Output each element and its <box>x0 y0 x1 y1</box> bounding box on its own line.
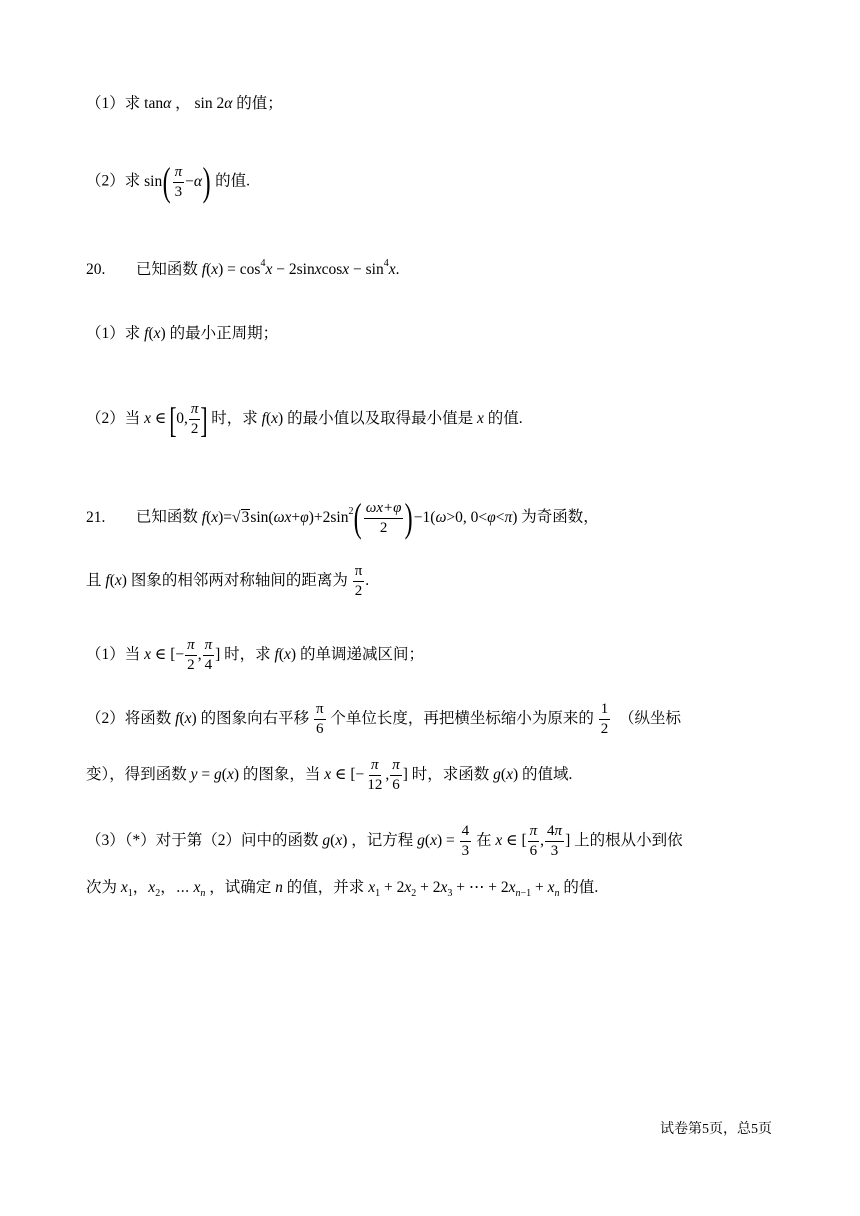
q20-stem: 20. 已知函数 $f(x) = \cos^4x$ − 2sinxcosx − $\sin^4x$. <box>86 258 400 278</box>
q21-part2: （2）将函数 f(x) 的图象向右平移 $\frac{\pi}{6}$ 个单位长度，再把横坐标缩小为原来的 $\frac{1}{2}$ （纵坐标 <box>86 701 682 737</box>
page-footer: 试卷第5页，总5页 <box>660 1122 772 1137</box>
math-gx: g(x) <box>493 766 519 784</box>
math-sin-2alpha: sin 2α <box>194 95 233 112</box>
q20-part1: （1）求 f(x) 的最小正周期； <box>86 325 279 342</box>
math-x: x <box>476 410 484 428</box>
math-tan-alpha: tanα <box>144 95 172 112</box>
q20-part2: （2）当 x ∈ [0, $\frac{\pi}{2}$ ] 时，求 f(x) 的最小值以及取得最小值是 x 的值. <box>86 399 523 440</box>
math-pi-over-2: $\frac{\pi}{2}$ . <box>354 563 370 599</box>
q21-part2-line2: 变），得到函数 y = g(x) 的图象，当 x ∈ [− $\frac{\pi}{12}$ , $\frac{\pi}{6}$ ] 时，求函数 g(x) 的值域. <box>86 757 573 793</box>
math-gx: y = g(x) <box>190 766 240 784</box>
math-sin-expr: sin( $\frac{\pi}{3}$ −α) <box>144 159 211 204</box>
math-sum: $x_1 + 2x_2 + 2x_3$ + ⋯ + $2x_{n-1} + x_n$ <box>368 879 560 899</box>
math-fx: f(x) <box>105 572 127 590</box>
math-fx: f(x) <box>144 325 166 342</box>
math-fx: f(x) <box>261 410 284 428</box>
math-equation: g(x) = $\frac{4}{3}$ <box>417 823 470 859</box>
q21-part3-line2: 次为 $x_1$，$x_2$，⋯ $x_n$ ，试确定 n 的值，并求 $x_1 + 2x_2 + 2x_3$ + ⋯ + $2x_{n-1} + x_n$ 的值. <box>86 879 599 899</box>
math-interval: x ∈ [− $\frac{\pi}{2}$ , $\frac{\pi}{4}$ ] <box>144 637 221 673</box>
q19-part2: （2）求 sin( $\frac{\pi}{3}$ −α) 的值. <box>86 159 251 204</box>
math-q20-function: $f(x) = \cos^4x$ − 2sinxcosx − $\sin^4x$. <box>201 258 400 278</box>
math-q21-function: $f(x)=√3\sin(\omega x+\varphi)+2\sin^2$( $\frac{\omega x+\varphi}{2}$ )−1(ω>0, 0<φ<π) <box>201 495 518 540</box>
q21-part3: （3）（*）对于第（2）问中的函数 g(x) ，记方程 g(x) = $\frac{4}{3}$ 在 x ∈ [ $\frac{\pi}{6}$ , $\frac{4\pi}{3}$ ] 上的根从小到依 <box>86 823 683 859</box>
math-pi-over-6: $\frac{\pi}{6}$ <box>315 701 324 737</box>
math-fx: f(x) <box>175 710 197 728</box>
q21-stem: 21. 已知函数 $f(x)=√3\sin(\omega x+\varphi)+2\sin^2$( $\frac{\omega x+\varphi}{2}$ )−1(ω>0, 0<φ<π) 为奇函数， <box>86 495 599 540</box>
q21-part1: （1）当 x ∈ [− $\frac{\pi}{2}$ , $\frac{\pi}{4}$ ] 时，求 f(x) 的单调递减区间； <box>86 637 424 673</box>
math-fx: f(x) <box>274 646 297 664</box>
math-n: n <box>275 879 283 896</box>
q19-part1: （1）求 tanα ， sin 2α 的值； <box>86 95 283 112</box>
math-interval: x ∈ [0, $\frac{\pi}{2}$ ] <box>144 399 209 440</box>
math-interval: x ∈ [− $\frac{\pi}{12}$ , $\frac{\pi}{6}$ ] <box>324 757 408 793</box>
math-roots: $x_1$，$x_2$，⋯ $x_n$ <box>120 879 206 899</box>
math-gx: g(x) <box>322 832 348 850</box>
math-interval: x ∈ [ $\frac{\pi}{6}$ , $\frac{4\pi}{3}$ ] <box>495 823 571 859</box>
math-one-half: $\frac{1}{2}$ <box>600 701 609 737</box>
q21-stem-line2: 且 f(x) 图象的相邻两对称轴间的距离为 $\frac{\pi}{2}$ . <box>86 563 370 599</box>
